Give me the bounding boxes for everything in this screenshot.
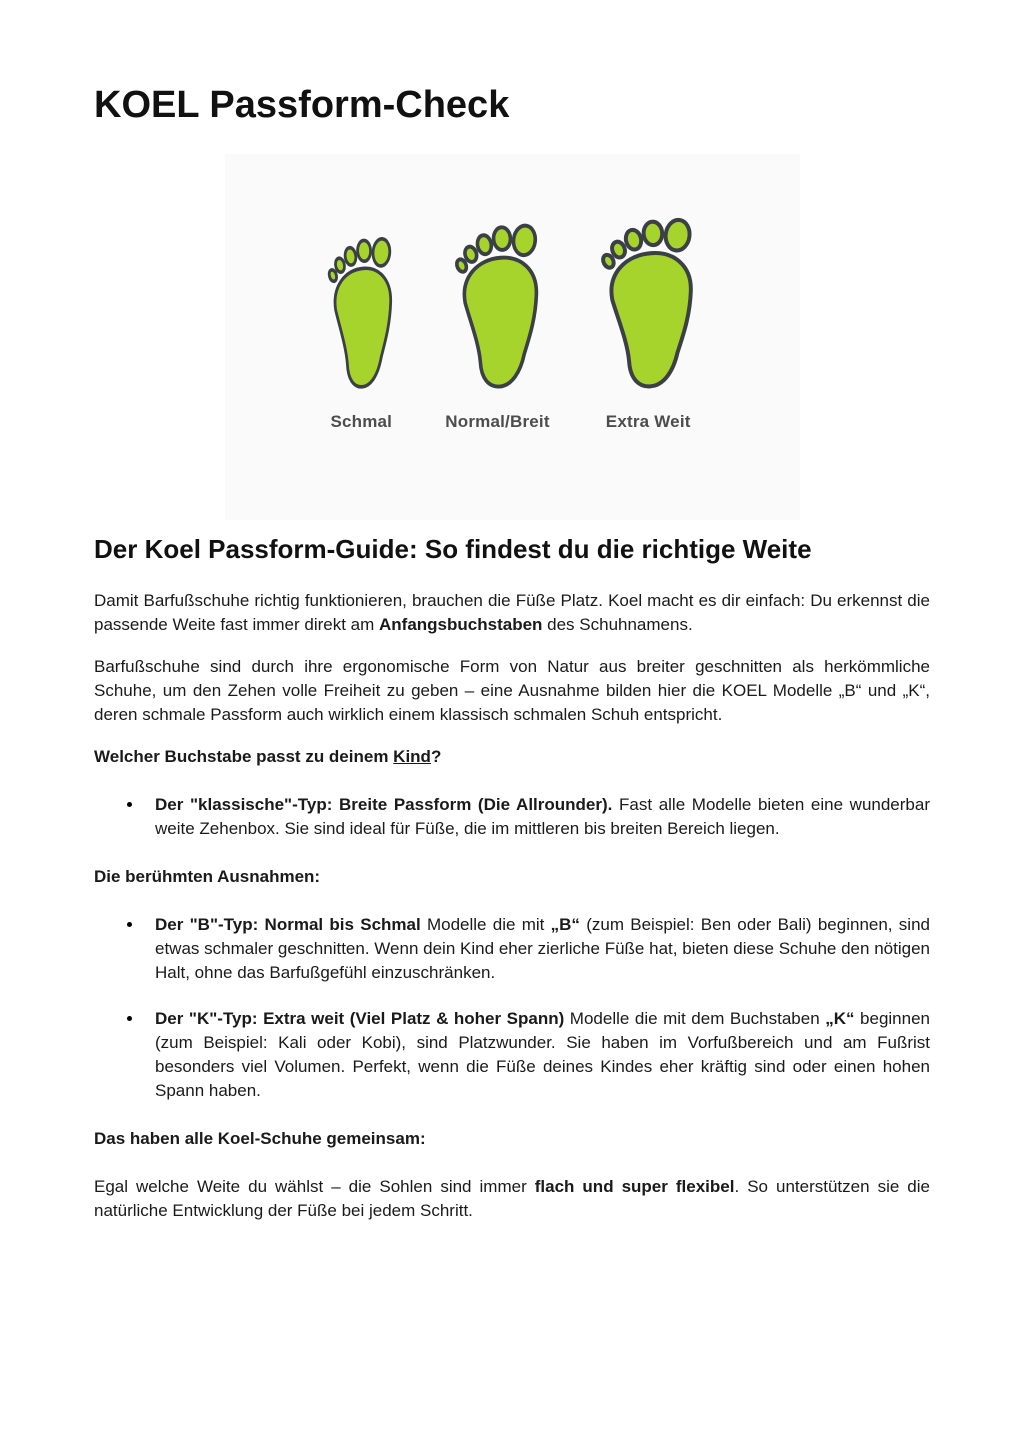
footprint-normal-icon <box>454 216 542 390</box>
b-type-letter-bold: „B“ <box>550 914 580 934</box>
footprint-wide-icon <box>600 210 697 390</box>
k-type-letter-bold: „K“ <box>825 1008 855 1028</box>
paragraph-final <box>94 1175 930 1223</box>
exceptions-list <box>94 913 930 1103</box>
k-type-text-2: beginnen (zum Beispiel: Kali oder Kobi), sind Platzwunder. Sie haben im Vorfußbereich und am Fußrist besonders viel Volumen. Perfekt, wenn die Füße deines Kindes eher kräftig sind oder einen hohen Spann haben. <box>155 1008 930 1100</box>
b-type-bold: Der "B"-Typ: Normal bis Schmal <box>155 914 421 934</box>
paragraph-final-tail: . So unterstützen sie die natürliche Entwicklung der Füße bei jedem Schritt. <box>94 1176 930 1220</box>
foot-label-extraweit: Extra Weit <box>605 411 691 431</box>
paragraph-final-bold: flach und super flexibel <box>534 1176 735 1196</box>
list-item-k-type <box>155 1007 930 1103</box>
foot-column-schmal <box>327 230 395 432</box>
classic-type-bold: Der "klassische"-Typ: Breite Passform (Die Allrounder). <box>155 794 613 814</box>
feet-row <box>225 210 800 432</box>
b-type-text-2: (zum Beispiel: Ben oder Bali) beginnen, sind etwas schmaler geschnitten. Wenn dein Kind eher zierliche Füße hat, bieten diese Schuhe den nötigen Halt, ohne das Barfußgefühl einzuschränken. <box>155 914 930 982</box>
paragraph-ergonomie: Barfußschuhe sind durch ihre ergonomische Form von Natur aus breiter geschnitten als herkömmliche Schuhe, um den Zehen volle Freiheit zu geben – eine Ausnahme bilden hier die KOEL Modelle „B“ und „K“, deren schmale Passform auch wirklich einem klassisch schmalen Schuh entspricht. <box>94 656 930 724</box>
foot-column-normal <box>445 216 549 432</box>
question-heading <box>94 745 930 769</box>
foot-label-normal: Normal/Breit <box>445 411 550 431</box>
list-item-b-type <box>155 913 930 985</box>
footprint-narrow-icon <box>327 230 395 390</box>
foot-label-schmal: Schmal <box>330 411 393 431</box>
paragraph-intro <box>94 589 930 637</box>
list-item-classic-type <box>155 793 930 841</box>
common-heading: Das haben alle Koel-Schuhe gemeinsam: <box>94 1128 426 1148</box>
exceptions-heading: Die berühmten Ausnahmen: <box>94 866 321 886</box>
foot-width-figure <box>225 154 800 520</box>
question-heading-text: Welcher Buchstabe passt zu deinem <box>94 746 394 766</box>
allrounder-list <box>94 793 930 841</box>
question-heading-underlined: Kind <box>393 746 431 766</box>
b-type-text-1: Modelle die mit <box>420 914 551 934</box>
guide-heading: Der Koel Passform-Guide: So findest du die richtige Weite <box>94 533 812 564</box>
paragraph-final-text: Egal welche Weite du wählst – die Sohlen sind immer <box>94 1176 535 1196</box>
classic-type-text: Fast alle Modelle bieten eine wunderbar weite Zehenbox. Sie sind ideal für Füße, die im mittleren bis breiten Bereich liegen. <box>155 794 930 838</box>
paragraph-intro-text: Damit Barfußschuhe richtig funktionieren, brauchen die Füße Platz. Koel macht es dir einfach: Du erkennst die passende Weite fast immer direkt am <box>94 590 930 634</box>
page-title: KOEL Passform-Check <box>94 84 510 126</box>
k-type-text-1: Modelle die mit dem Buchstaben <box>564 1008 826 1028</box>
question-heading-mark: ? <box>430 746 442 766</box>
paragraph-intro-tail: des Schuhnamens. <box>542 614 693 634</box>
k-type-bold: Der "K"-Typ: Extra weit (Viel Platz & hoher Spann) <box>155 1008 565 1028</box>
paragraph-intro-bold: Anfangsbuchstaben <box>379 614 543 634</box>
foot-column-extraweit <box>600 210 697 432</box>
